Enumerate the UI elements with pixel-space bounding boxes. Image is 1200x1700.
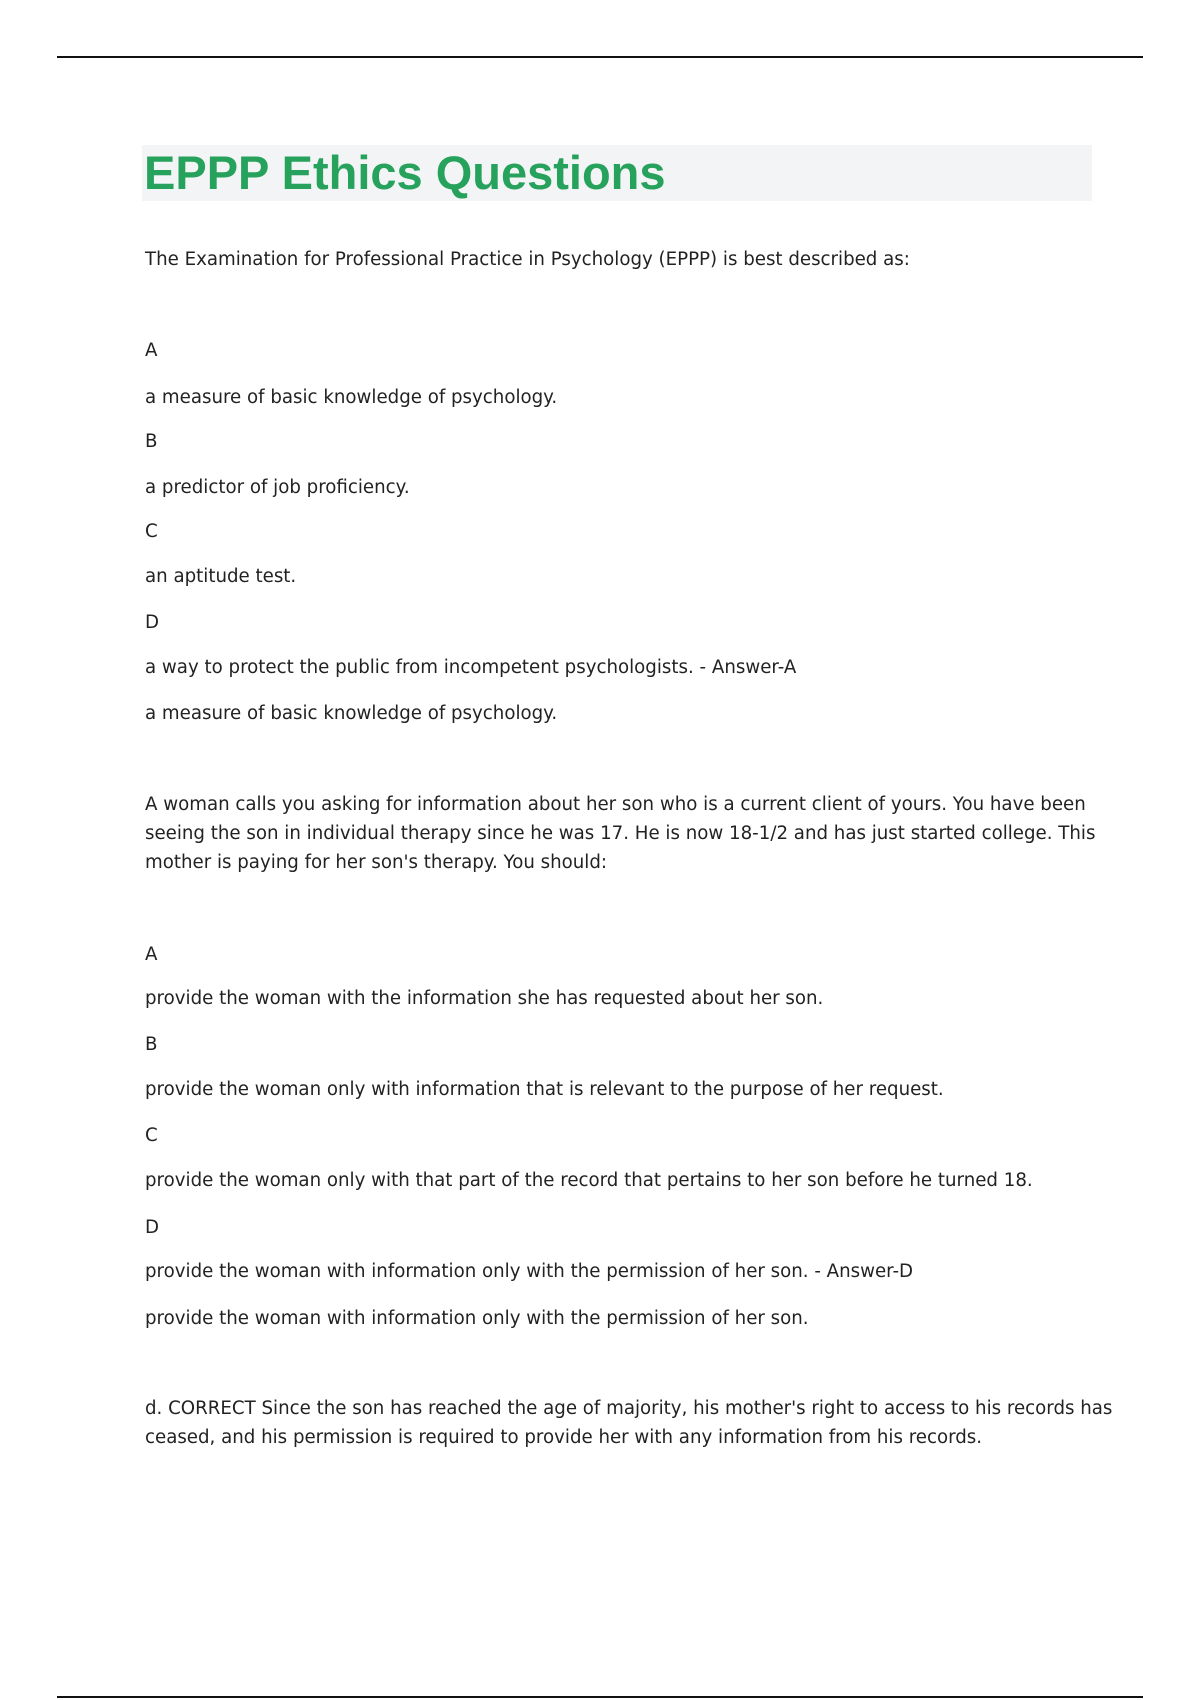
page-title: EPPP Ethics Questions bbox=[144, 146, 666, 199]
question-1-option-a-text: a measure of basic knowledge of psychology. bbox=[145, 387, 558, 408]
question-2-option-d-text: provide the woman with information only with the permission of her son. - Answer-D bbox=[145, 1261, 914, 1282]
question-2-prompt-line: A woman calls you asking for information about her son who is a current client of yours. You have been bbox=[145, 794, 1086, 815]
question-1-option-b-letter: B bbox=[145, 431, 158, 452]
question-2-option-b-letter: B bbox=[145, 1034, 158, 1055]
question-2-prompt-line: seeing the son in individual therapy since he was 17. He is now 18-1/2 and has just started college. This bbox=[145, 823, 1096, 844]
question-2-prompt bbox=[145, 790, 1095, 877]
question-2-prompt-line: mother is paying for her son's therapy. You should: bbox=[145, 852, 608, 873]
question-2-explanation-line: ceased, and his permission is required to provide her with any information from his records. bbox=[145, 1427, 983, 1448]
bottom-rule bbox=[57, 1696, 1143, 1698]
question-2-option-c-letter: C bbox=[145, 1125, 158, 1146]
question-2-option-c-text: provide the woman only with that part of the record that pertains to her son before he turned 18. bbox=[145, 1170, 1033, 1191]
top-rule bbox=[57, 56, 1143, 58]
question-2-explanation bbox=[145, 1394, 1113, 1452]
question-1-prompt: The Examination for Professional Practice in Psychology (EPPP) is best described as: bbox=[145, 249, 910, 270]
question-2-option-a-text: provide the woman with the information she has requested about her son. bbox=[145, 988, 824, 1009]
question-1-answer-text: a measure of basic knowledge of psychology. bbox=[145, 703, 558, 724]
question-2-option-a-letter: A bbox=[145, 944, 158, 965]
question-1-option-d-letter: D bbox=[145, 612, 160, 633]
question-1-option-c-letter: C bbox=[145, 521, 158, 542]
question-2-option-b-text: provide the woman only with information that is relevant to the purpose of her request. bbox=[145, 1079, 944, 1100]
question-1-option-c-text: an aptitude test. bbox=[145, 566, 297, 587]
question-2-option-d-letter: D bbox=[145, 1217, 160, 1238]
question-2-explanation-line: d. CORRECT Since the son has reached the age of majority, his mother's right to access to his records has bbox=[145, 1398, 1113, 1419]
question-2-answer-text: provide the woman with information only with the permission of her son. bbox=[145, 1308, 809, 1329]
question-1-option-d-text: a way to protect the public from incompetent psychologists. - Answer-A bbox=[145, 657, 797, 678]
question-1-option-b-text: a predictor of job proficiency. bbox=[145, 477, 410, 498]
question-1-option-a-letter: A bbox=[145, 340, 158, 361]
